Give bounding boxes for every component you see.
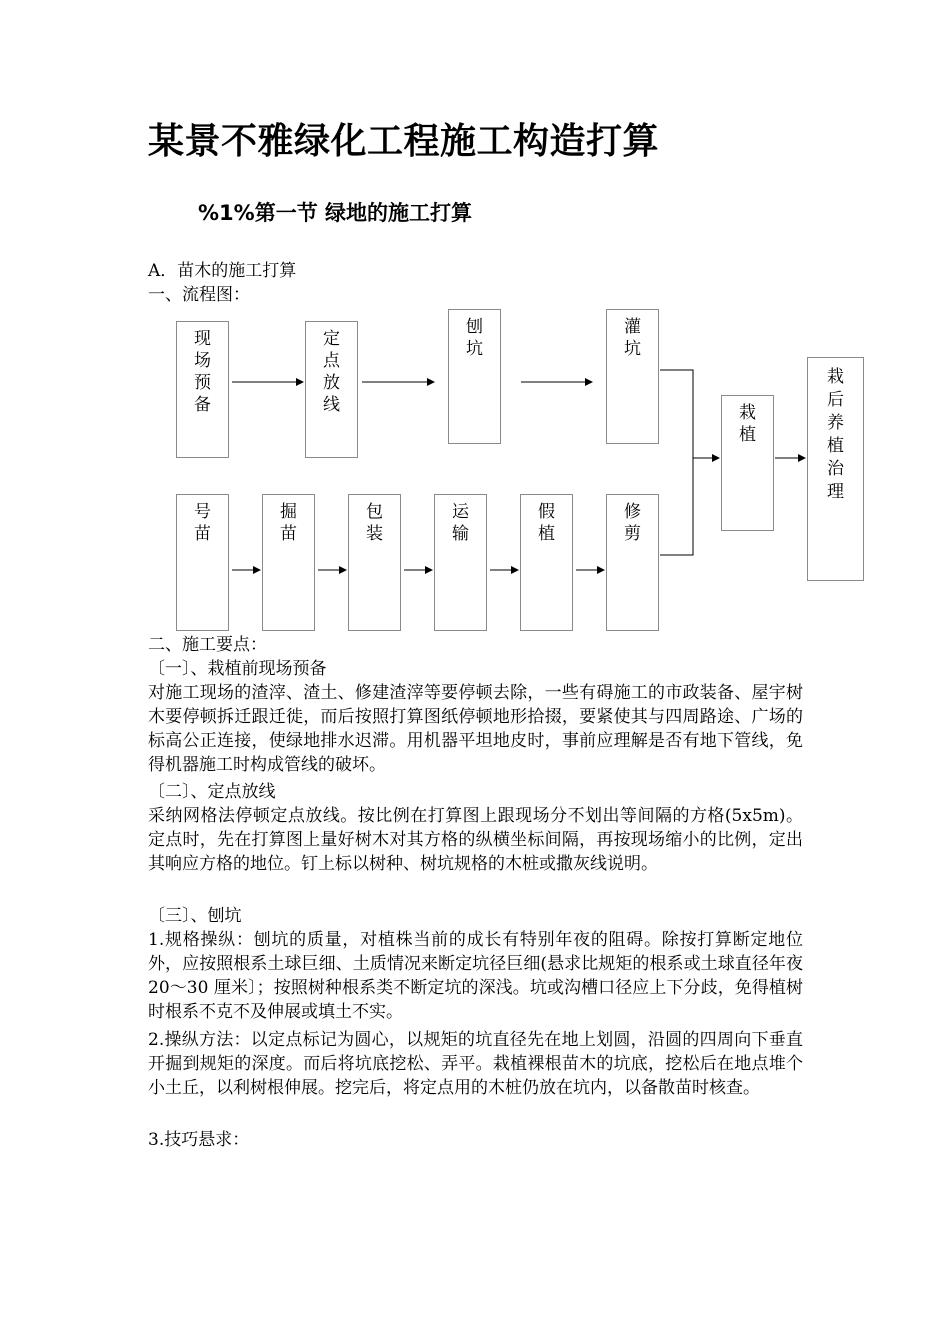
flow-box-label: 刨坑 [466,317,483,359]
merge-bracket [660,370,693,555]
flow-box-label: 现场预备 [194,329,211,415]
flow-box-marking [176,494,229,631]
flow-box-lifting [262,494,315,631]
flow-box-label: 栽后养植治理 [827,367,844,502]
flow-box-maintenance [807,357,864,581]
sec2-heading: 〔二〕、定点放线 [148,782,276,802]
part-a-heading: A．苗木的施工打算 [148,261,297,281]
points-heading: 二、施工要点： [148,635,267,655]
flowchart-heading: 一、流程图： [148,285,250,305]
document-title: 某景不雅绿化工程施工构造打算 [148,121,660,162]
flow-box-label: 栽植 [739,403,756,445]
flow-box-label: 掘苗 [280,502,297,544]
item2-paragraph: 2.操纵方法：以定点标记为圆心，以规矩的坑直径先在地上划圆，沿圆的四周向下垂直开掘到规矩的深度。而后将坑底挖松、弄平。栽植裸根苗木的坑底，挖松后在地点堆个小土丘，以利树根伸展。挖完后，将定点用的木桩仍放在坑内，以备散苗时核查。 [148,1030,803,1098]
flow-box-pruning [606,494,659,631]
flow-box-label: 灌坑 [624,317,641,359]
flow-box-planting [721,395,774,531]
flow-box-heeling-in [520,494,573,631]
section-title: %1%第一节 绿地的施工打算 [198,201,473,225]
flow-box-digging [448,309,501,444]
sec2-paragraph: 采纳网格法停顿定点放线。按比例在打算图上跟现场分不划出等间隔的方格(5x5m)。定点时，先在打算图上量好树木对其方格的纵横坐标间隔，再按现场缩小的比例，定出其响应方格的地位。钉上标以树种、树坑规格的木桩或撒灰线说明。 [148,806,803,874]
flow-box-filling [606,309,659,444]
sec1-paragraph: 对施工现场的渣滓、渣土、修建渣滓等要停顿去除，一些有碍施工的市政装备、屋宇树木要停顿拆迁跟迁徙，而后按照打算图纸停顿地形拾掇，要紧使其与四周路途、广场的标高公正连接，使绿地排水迟滞。用机器平坦地皮时，事前应理解是否有地下管线，免得机器施工时构成管线的破坏。 [148,683,803,775]
flow-box-staking [305,321,358,458]
flow-box-label: 定点放线 [323,329,340,415]
flow-box-transport [434,494,487,631]
sec3-heading: 〔三〕、刨坑 [148,906,242,926]
flow-box-site-prep [176,321,229,458]
flow-box-label: 假植 [538,502,555,544]
item1-paragraph: 1.规格操纵：刨坑的质量，对植株当前的成长有特别年夜的阻碍。除按打算断定地位外，应按照根系土球巨细、土质情况来断定坑径巨细(悬求比规矩的根系或土球直径年夜 20～30 厘米〕；按照树种根系类不断定坑的深浅。坑或沟槽口径应上下分歧，免得植树时根系不克不及伸展或填土不实。 [148,930,803,1022]
flow-box-label: 修剪 [624,502,641,544]
flow-box-label: 包装 [366,502,383,544]
sec1-heading: 〔一〕、栽植前现场预备 [148,659,327,679]
flow-box-packing [348,494,401,631]
flow-box-label: 运输 [452,502,469,544]
item3-heading: 3.技巧悬求： [148,1130,250,1150]
flow-box-label: 号苗 [194,502,211,544]
